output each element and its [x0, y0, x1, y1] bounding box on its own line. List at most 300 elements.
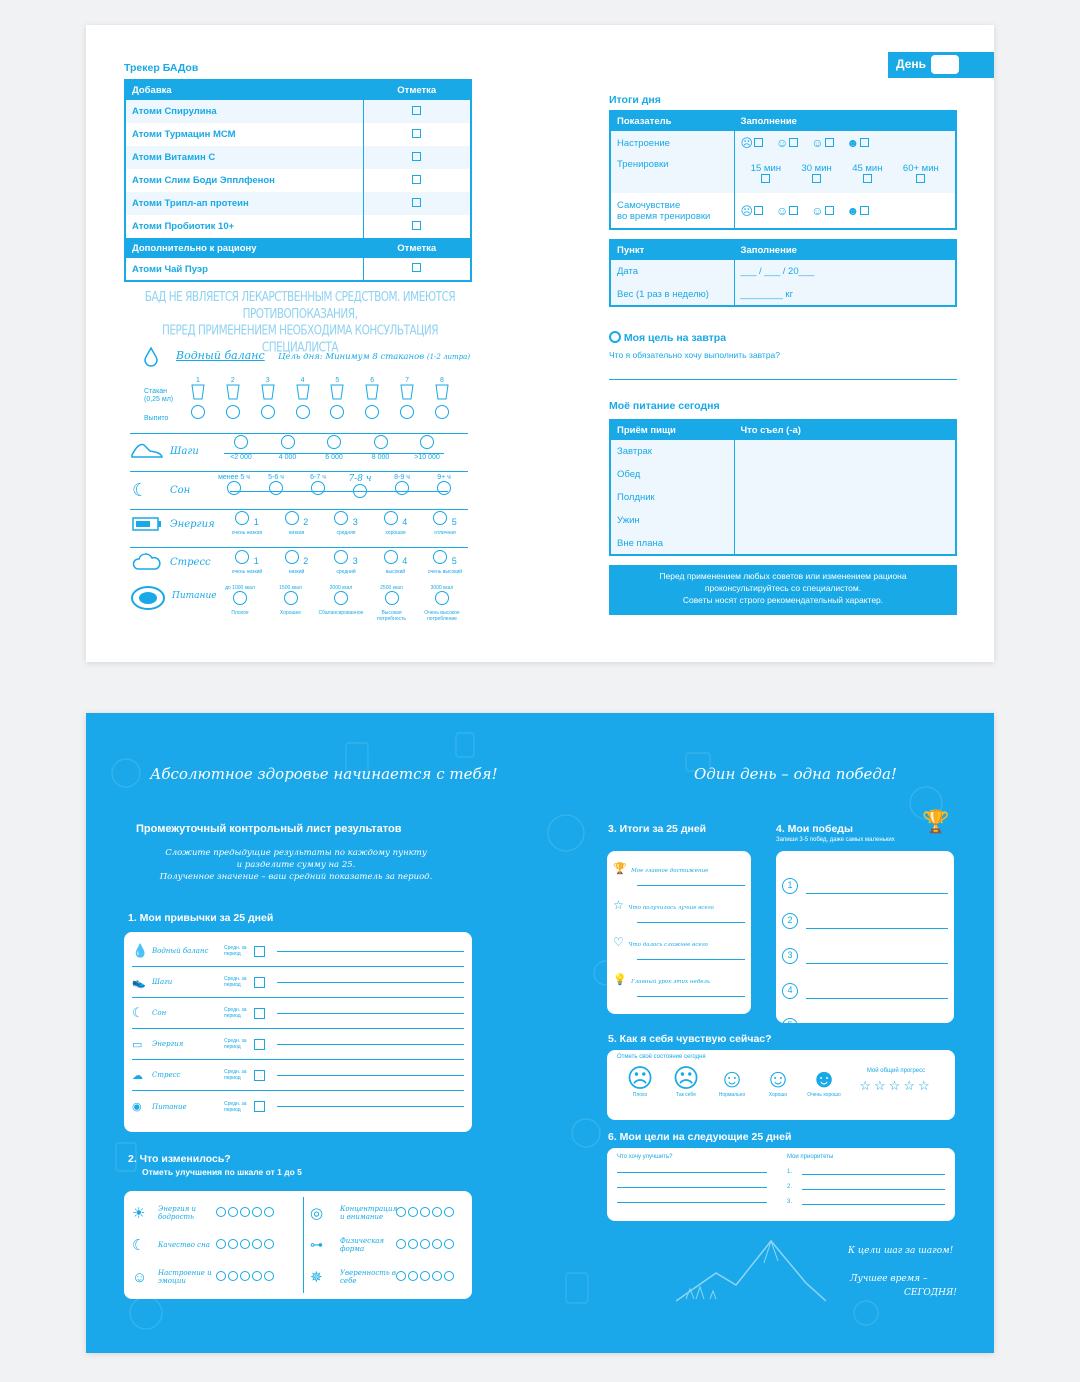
feel-title: 5. Как я себя чувствую сейчас?: [608, 1033, 772, 1045]
priority-num: 1.: [787, 1169, 793, 1175]
change-scale[interactable]: [216, 1268, 276, 1286]
mountain-illustration: [676, 1233, 826, 1303]
goal-title-text: Моя цель на завтра: [623, 332, 727, 344]
person-icon: ✵: [310, 1269, 323, 1286]
habit-avg-label: Средн. за период: [224, 976, 247, 988]
habit-label: Шаги: [152, 978, 173, 986]
neutral-face-icon: ☺: [718, 1063, 746, 1093]
training-option-label: 30 мин: [801, 162, 832, 174]
day-number-field[interactable]: [931, 55, 959, 74]
priority-line[interactable]: [802, 1189, 945, 1190]
glass-checkbox[interactable]: [400, 405, 414, 419]
steps-option[interactable]: [374, 435, 388, 449]
supplement-checkbox[interactable]: [412, 129, 421, 138]
glass-number: 3: [265, 377, 270, 384]
wins-card: [776, 851, 954, 1030]
progress-stars[interactable]: ☆☆☆☆☆: [859, 1078, 933, 1093]
glass-icon: [435, 384, 449, 400]
goal-line[interactable]: [617, 1187, 767, 1188]
win-line[interactable]: [806, 998, 948, 999]
heart-icon: ♡: [613, 935, 624, 949]
target-icon: [609, 331, 621, 343]
energy-sub: средняя: [336, 530, 356, 536]
goals-title: 6. Мои цели на следующие 25 дней: [608, 1131, 792, 1143]
habit-scale: [277, 1075, 464, 1076]
training-option-label: 60+ мин: [902, 162, 939, 174]
sneaker-icon: [130, 439, 164, 466]
day-summary-table: [609, 110, 957, 230]
habits-title: 1. Мои привычки за 25 дней: [128, 912, 274, 924]
win-number: 3: [782, 948, 798, 964]
changes-card: [124, 1191, 472, 1299]
change-label: Настроение и эмоции: [158, 1269, 212, 1285]
change-label: Качество сна: [158, 1241, 210, 1249]
checklist-sub-line: и разделите сумму на 25.: [236, 860, 356, 870]
mark-col-header: Отметка: [363, 80, 471, 100]
glass-checkbox[interactable]: [330, 405, 344, 419]
win-number: 2: [782, 913, 798, 929]
battery-icon: [132, 517, 162, 536]
stress-sub: очень высокий: [427, 569, 463, 575]
meal-field[interactable]: [734, 463, 956, 486]
glass-number: 7: [405, 377, 410, 384]
result-row: [613, 970, 745, 1007]
date-label: Дата: [610, 260, 734, 283]
energy-label: Энергия: [170, 519, 215, 530]
glass-icon: [226, 384, 240, 400]
goal-line[interactable]: [617, 1202, 767, 1203]
results-title: 3. Итоги за 25 дней: [608, 823, 707, 835]
food-kcal: 3000 ккал: [430, 585, 454, 591]
stress-option[interactable]: [285, 550, 299, 564]
sleep-label: Сон: [170, 485, 191, 496]
training-option-label: 45 мин: [852, 162, 883, 174]
glass-icon: [261, 384, 275, 400]
checklist-title: Промежуточный контрольный лист результатов: [136, 823, 402, 835]
plate-icon: ◉: [132, 1101, 142, 1113]
steps-label: Шаги: [170, 446, 199, 457]
meals-table: [609, 419, 957, 556]
priority-line[interactable]: [802, 1174, 945, 1175]
meh-face-icon: ☹: [672, 1063, 700, 1093]
change-label: Физическая форма: [340, 1237, 385, 1253]
goals-right-label: Мои приоритеты: [787, 1154, 834, 1160]
win-line[interactable]: [806, 963, 948, 964]
habit-row: [132, 967, 464, 998]
change-scale[interactable]: [216, 1236, 276, 1254]
stress-sub: высокий: [385, 569, 406, 575]
sleep-tick: 6-7 ч: [310, 474, 326, 481]
habit-avg-label: Средн. за период: [224, 1100, 247, 1113]
water-goal-sub: (1-2 литра): [426, 353, 471, 361]
result-row: [613, 933, 745, 970]
supplement-name: Атоми Трипл-ап протеин: [125, 192, 363, 215]
water-drunk-label: Выпито: [144, 415, 169, 422]
sleep-tick: 8-9 ч: [394, 474, 410, 481]
date-weight-table: [609, 239, 957, 307]
change-scale[interactable]: [396, 1204, 456, 1222]
priority-line[interactable]: [802, 1204, 945, 1205]
advice-line: проконсультируйтесь со специалистом.: [704, 583, 862, 593]
steps-scale: [224, 435, 444, 461]
food-kcal: до 1000 ккал: [225, 585, 255, 591]
stress-num: 4: [402, 556, 408, 566]
ate-col-header: Что съел (-а): [734, 420, 956, 440]
change-scale[interactable]: [216, 1204, 276, 1222]
extra-col-header: Дополнительно к рациону: [125, 238, 363, 258]
water-goal: [278, 352, 470, 362]
feel-label: Нормально: [718, 1092, 746, 1098]
habit-scale: [277, 982, 464, 983]
sad-face-icon: ☹: [626, 1063, 654, 1093]
food-sub: Очень высокое потребление: [424, 610, 460, 622]
food-option[interactable]: [435, 591, 449, 605]
changed-title: 2. Что изменилось?: [128, 1153, 231, 1165]
supplement-name: Атоми Пробиотик 10+: [125, 215, 363, 238]
water-glass-label: Стакан (0,25 мл): [144, 388, 174, 403]
food-sub: Плохое: [231, 610, 249, 616]
result-line[interactable]: [637, 996, 745, 997]
win-line[interactable]: [806, 928, 948, 929]
goal-line[interactable]: [617, 1172, 767, 1173]
habit-avg-label: Средн. за период: [224, 1069, 247, 1081]
glass-icon: [296, 384, 310, 400]
meal-field[interactable]: [734, 440, 956, 463]
sleep-option[interactable]: [311, 481, 325, 495]
stress-option[interactable]: [433, 550, 447, 564]
smile-icon: ☺: [132, 1268, 148, 1286]
extra-checkbox[interactable]: [412, 263, 421, 272]
steps-option[interactable]: [327, 435, 341, 449]
stress-sub: очень низкий: [231, 569, 263, 575]
sleep-option[interactable]: [353, 484, 367, 498]
feel-label: Плохо: [632, 1092, 648, 1098]
sneaker-icon: 👟: [132, 976, 146, 989]
steps-option[interactable]: [234, 435, 248, 449]
habit-avg-box[interactable]: [254, 1039, 265, 1050]
meal-label: Обед: [610, 463, 734, 486]
advice-line: Перед применением любых советов или изменением рациона: [659, 571, 907, 581]
motto-line3: СЕГОДНЯ!: [904, 1288, 957, 1298]
result-label: Мое главное достижение: [631, 868, 709, 874]
habit-row: [132, 936, 464, 967]
point-col-header: Пункт: [610, 240, 734, 260]
habit-row: [132, 1091, 464, 1122]
glass-checkbox[interactable]: [296, 405, 310, 419]
priority-num: 2.: [787, 1184, 793, 1190]
habits-card: [124, 932, 472, 1132]
win-number: 4: [782, 983, 798, 999]
win-number: 5: [782, 1018, 798, 1034]
glass-checkbox[interactable]: [365, 405, 379, 419]
stress-sub: низкий: [288, 569, 305, 575]
steps-tick: >10 000: [414, 454, 440, 461]
energy-num: 4: [402, 517, 408, 527]
disclaimer-line: ПЕРЕД ПРИМЕНЕНИЕМ НЕОБХОДИМА КОНСУЛЬТАЦИЯ СПЕЦИАЛИСТА: [161, 323, 439, 356]
result-line[interactable]: [637, 959, 745, 960]
food-option[interactable]: [334, 591, 348, 605]
habit-scale: [277, 1013, 464, 1014]
bottom-spread: [86, 713, 994, 1353]
steps-tick: 6 000: [325, 454, 343, 461]
energy-scale: [226, 511, 466, 536]
fill-col-header: Заполнение: [734, 111, 956, 131]
stress-num: 2: [303, 556, 309, 566]
cloud-icon: [132, 552, 162, 577]
result-label: Главный урок этих недель: [631, 979, 711, 985]
supplement-checkbox[interactable]: [412, 221, 421, 230]
stress-sub: средний: [336, 569, 356, 575]
energy-num: 1: [253, 517, 259, 527]
checklist-sub-line: Сложите предыдущие результаты по каждому пункту: [165, 848, 427, 858]
supplement-checkbox[interactable]: [412, 198, 421, 207]
glass-number: 4: [300, 377, 305, 384]
sleep-option[interactable]: [437, 481, 451, 495]
change-label: Концентрация и внимание: [340, 1205, 398, 1221]
food-option[interactable]: [284, 591, 298, 605]
meal-col-header: Приём пищи: [610, 420, 734, 440]
glass-icon: [400, 384, 414, 400]
day-label: День: [896, 57, 926, 71]
dumbbell-icon: ⊶: [310, 1237, 323, 1252]
training-checkbox[interactable]: [812, 174, 821, 183]
date-field[interactable]: ___ / ___ / 20___: [734, 260, 956, 283]
slogan-right: Один день – одна победа!: [694, 765, 897, 783]
meal-field[interactable]: [734, 509, 956, 532]
food-sub: Хорошее: [279, 610, 302, 616]
habit-avg-label: Средн. за период: [224, 1007, 247, 1019]
glass-icon: [365, 384, 379, 400]
result-label: Что далось сложнее всего: [628, 942, 708, 948]
mood-label: Настроение: [610, 131, 734, 155]
habit-avg-box[interactable]: [254, 1101, 265, 1112]
sleep-tick: менее 5 ч: [218, 474, 250, 481]
result-line[interactable]: [637, 922, 745, 923]
goal-tomorrow-title: [609, 331, 726, 344]
stress-option[interactable]: [235, 550, 249, 564]
advice-line: Советы носят строго рекомендательный характер.: [682, 595, 884, 605]
sleep-option[interactable]: [227, 481, 241, 495]
change-scale[interactable]: [396, 1268, 456, 1286]
bulb-icon: 💡: [613, 974, 627, 986]
energy-num: 5: [451, 517, 457, 527]
energy-option[interactable]: [384, 511, 398, 525]
food-kcal: 2500 ккал: [380, 585, 403, 591]
food-sub: Высокая потребность: [377, 610, 406, 622]
checklist-sub-line: Полученное значение – ваш средний показатель за период.: [159, 872, 433, 882]
habit-label: Стресс: [152, 1071, 181, 1079]
glass-number: 2: [230, 377, 235, 384]
meal-label: Вне плана: [610, 532, 734, 555]
glass-checkbox[interactable]: [191, 405, 205, 419]
glass-checkbox[interactable]: [226, 405, 240, 419]
glass-icon: [330, 384, 344, 400]
result-row: [613, 859, 745, 896]
food-kcal: 1500 ккал: [279, 585, 302, 591]
feel-label: Хорошо: [768, 1092, 788, 1098]
energy-sub: хорошая: [385, 530, 406, 536]
steps-option[interactable]: [281, 435, 295, 449]
habit-label: Питание: [152, 1102, 187, 1111]
food-kcal: 2000 ккал: [329, 585, 353, 591]
stress-scale: [226, 550, 466, 575]
sun-icon: ☀: [132, 1205, 146, 1222]
habit-scale: [277, 1106, 464, 1107]
moon-icon: ☾: [132, 1237, 146, 1254]
water-balance-title: Водный баланс: [176, 349, 265, 362]
goal-answer-line[interactable]: [609, 379, 957, 380]
glass-checkbox[interactable]: [435, 405, 449, 419]
habit-scale: [277, 951, 464, 952]
energy-option[interactable]: [285, 511, 299, 525]
habit-label: Энергия: [152, 1040, 184, 1048]
sleep-tick: 7-8 ч: [348, 474, 372, 484]
water-drop-icon: [144, 347, 158, 372]
habit-avg-label: Средн. за период: [224, 1038, 247, 1050]
priority-num: 3.: [787, 1199, 793, 1205]
weight-label: Вес (1 раз в неделю): [610, 283, 734, 306]
win-number: 1: [782, 878, 798, 894]
steps-option[interactable]: [420, 435, 434, 449]
checklist-subtitle: [146, 847, 446, 883]
training-checkbox[interactable]: [916, 174, 925, 183]
training-checkbox[interactable]: [863, 174, 872, 183]
water-glasses-grid: [190, 377, 450, 432]
supplement-name: Атоми Спирулина: [125, 100, 363, 123]
win-line[interactable]: [806, 1033, 948, 1034]
stress-num: 1: [253, 556, 259, 566]
glass-icon: [191, 384, 205, 400]
habit-avg-box[interactable]: [254, 977, 265, 988]
training-label: Тренировки: [610, 155, 734, 193]
food-scale: [216, 585, 466, 622]
sleep-option[interactable]: [395, 481, 409, 495]
food-label: Питание: [172, 591, 217, 601]
sleep-tick: 5-6 ч: [268, 474, 284, 481]
day-tab: [888, 52, 994, 78]
steps-tick: 4 000: [278, 454, 297, 461]
result-row: [613, 896, 745, 933]
change-label: Энергия и бодрость: [158, 1205, 197, 1221]
divider: [130, 509, 468, 510]
wellbeing-line: Самочувствие: [617, 199, 681, 211]
win-line[interactable]: [806, 893, 948, 894]
change-label: Уверенность в себе: [340, 1269, 397, 1285]
stress-option[interactable]: [384, 550, 398, 564]
stress-num: 3: [352, 556, 358, 566]
indicator-col-header: Показатель: [610, 111, 734, 131]
result-line[interactable]: [637, 885, 745, 886]
disclaimer-line: БАД НЕ ЯВЛЯЕТСЯ ЛЕКАРСТВЕННЫМ СРЕДСТВОМ. ИМЕЮТСЯ ПРОТИВОПОКАЗАНИЯ,: [144, 289, 456, 322]
habit-label: Водный баланс: [152, 947, 209, 955]
star-icon: ☆: [613, 898, 624, 912]
battery-icon: ▭: [132, 1038, 143, 1051]
wellbeing-options[interactable]: ☹ ☺ ☺ ☻: [734, 193, 956, 229]
target-icon: ◎: [310, 1205, 324, 1222]
water-goal-text: Цель дня: Минимум 8 стаканов: [278, 352, 425, 362]
supplement-name: Атоми Турмацин МСМ: [125, 123, 363, 146]
habit-avg-label: Средн. за период: [224, 945, 247, 957]
advice-banner: [609, 565, 957, 615]
habit-avg-box[interactable]: [254, 946, 265, 957]
supplement-checkbox[interactable]: [412, 152, 421, 161]
stress-option[interactable]: [334, 550, 348, 564]
food-option[interactable]: [233, 591, 247, 605]
sleep-option[interactable]: [269, 481, 283, 495]
changes-right-col: [304, 1197, 464, 1293]
sleep-tick: 9+ ч: [437, 474, 451, 481]
supplement-table: [124, 79, 472, 282]
extra-name: Атоми Чай Пуэр: [125, 258, 363, 281]
energy-sub: низкая: [288, 530, 305, 536]
meal-field[interactable]: [734, 532, 956, 555]
training-checkbox[interactable]: [761, 174, 770, 183]
progress-label: Мой общий прогресс: [866, 1068, 926, 1074]
cloud-icon: ☁: [132, 1069, 143, 1082]
habit-avg-box[interactable]: [254, 1070, 265, 1081]
energy-option[interactable]: [334, 511, 348, 525]
meal-label: Полдник: [610, 486, 734, 509]
energy-num: 2: [303, 517, 309, 527]
mood-options[interactable]: ☹ ☺ ☺ ☻: [734, 131, 956, 155]
weight-field[interactable]: ________ кг: [734, 283, 956, 306]
energy-sub: отличная: [434, 530, 456, 536]
supplement-tracker-title: Трекер БАДов: [124, 62, 199, 74]
slogan-left: Абсолютное здоровье начинается с тебя!: [150, 765, 498, 783]
glass-checkbox[interactable]: [261, 405, 275, 419]
plate-icon: [130, 583, 166, 616]
supplement-checkbox[interactable]: [412, 175, 421, 184]
meal-label: Завтрак: [610, 440, 734, 463]
supp-col-header: Добавка: [125, 80, 363, 100]
divider: [130, 433, 468, 434]
meal-field[interactable]: [734, 486, 956, 509]
feel-label: Так себе: [676, 1092, 696, 1098]
changed-subtitle: Отметь улучшения по шкале от 1 до 5: [142, 1167, 302, 1177]
food-option[interactable]: [385, 591, 399, 605]
sleep-scale: [216, 474, 462, 503]
food-sub: Сбалансированное: [318, 610, 364, 616]
glass-number: 1: [196, 377, 200, 384]
smile-face-icon: ☺: [764, 1063, 792, 1093]
trophy-icon: 🏆: [922, 809, 950, 834]
training-option-label: 15 мин: [750, 162, 782, 174]
energy-option[interactable]: [235, 511, 249, 525]
energy-sub: очень низкая: [231, 530, 263, 536]
day-summary-title: Итоги дня: [609, 94, 661, 106]
energy-option[interactable]: [433, 511, 447, 525]
habit-label: Сон: [152, 1009, 167, 1017]
glass-number: 6: [370, 377, 375, 384]
supplement-checkbox[interactable]: [412, 106, 421, 115]
wellbeing-label: [610, 193, 734, 229]
goal-tomorrow-sub: Что я обязательно хочу выполнить завтра?: [609, 350, 780, 360]
drop-icon: 💧: [132, 943, 149, 958]
habit-scale: [277, 1044, 464, 1045]
feel-subtitle: Отметь своё состояние сегодня: [617, 1054, 706, 1060]
top-spread: [86, 25, 994, 662]
habit-avg-box[interactable]: [254, 1008, 265, 1019]
wins-title: 4. Мои победы: [776, 823, 853, 835]
change-scale[interactable]: [396, 1236, 456, 1254]
happy-face-icon: ☻: [810, 1063, 838, 1093]
motto-line2: Лучшее время –: [850, 1274, 928, 1284]
stress-num: 5: [451, 556, 457, 566]
motto-line1: К цели шаг за шагом!: [848, 1246, 954, 1256]
meal-label: Ужин: [610, 509, 734, 532]
trophy-icon: 🏆: [613, 863, 627, 875]
supplement-name: Атоми Витамин С: [125, 146, 363, 169]
